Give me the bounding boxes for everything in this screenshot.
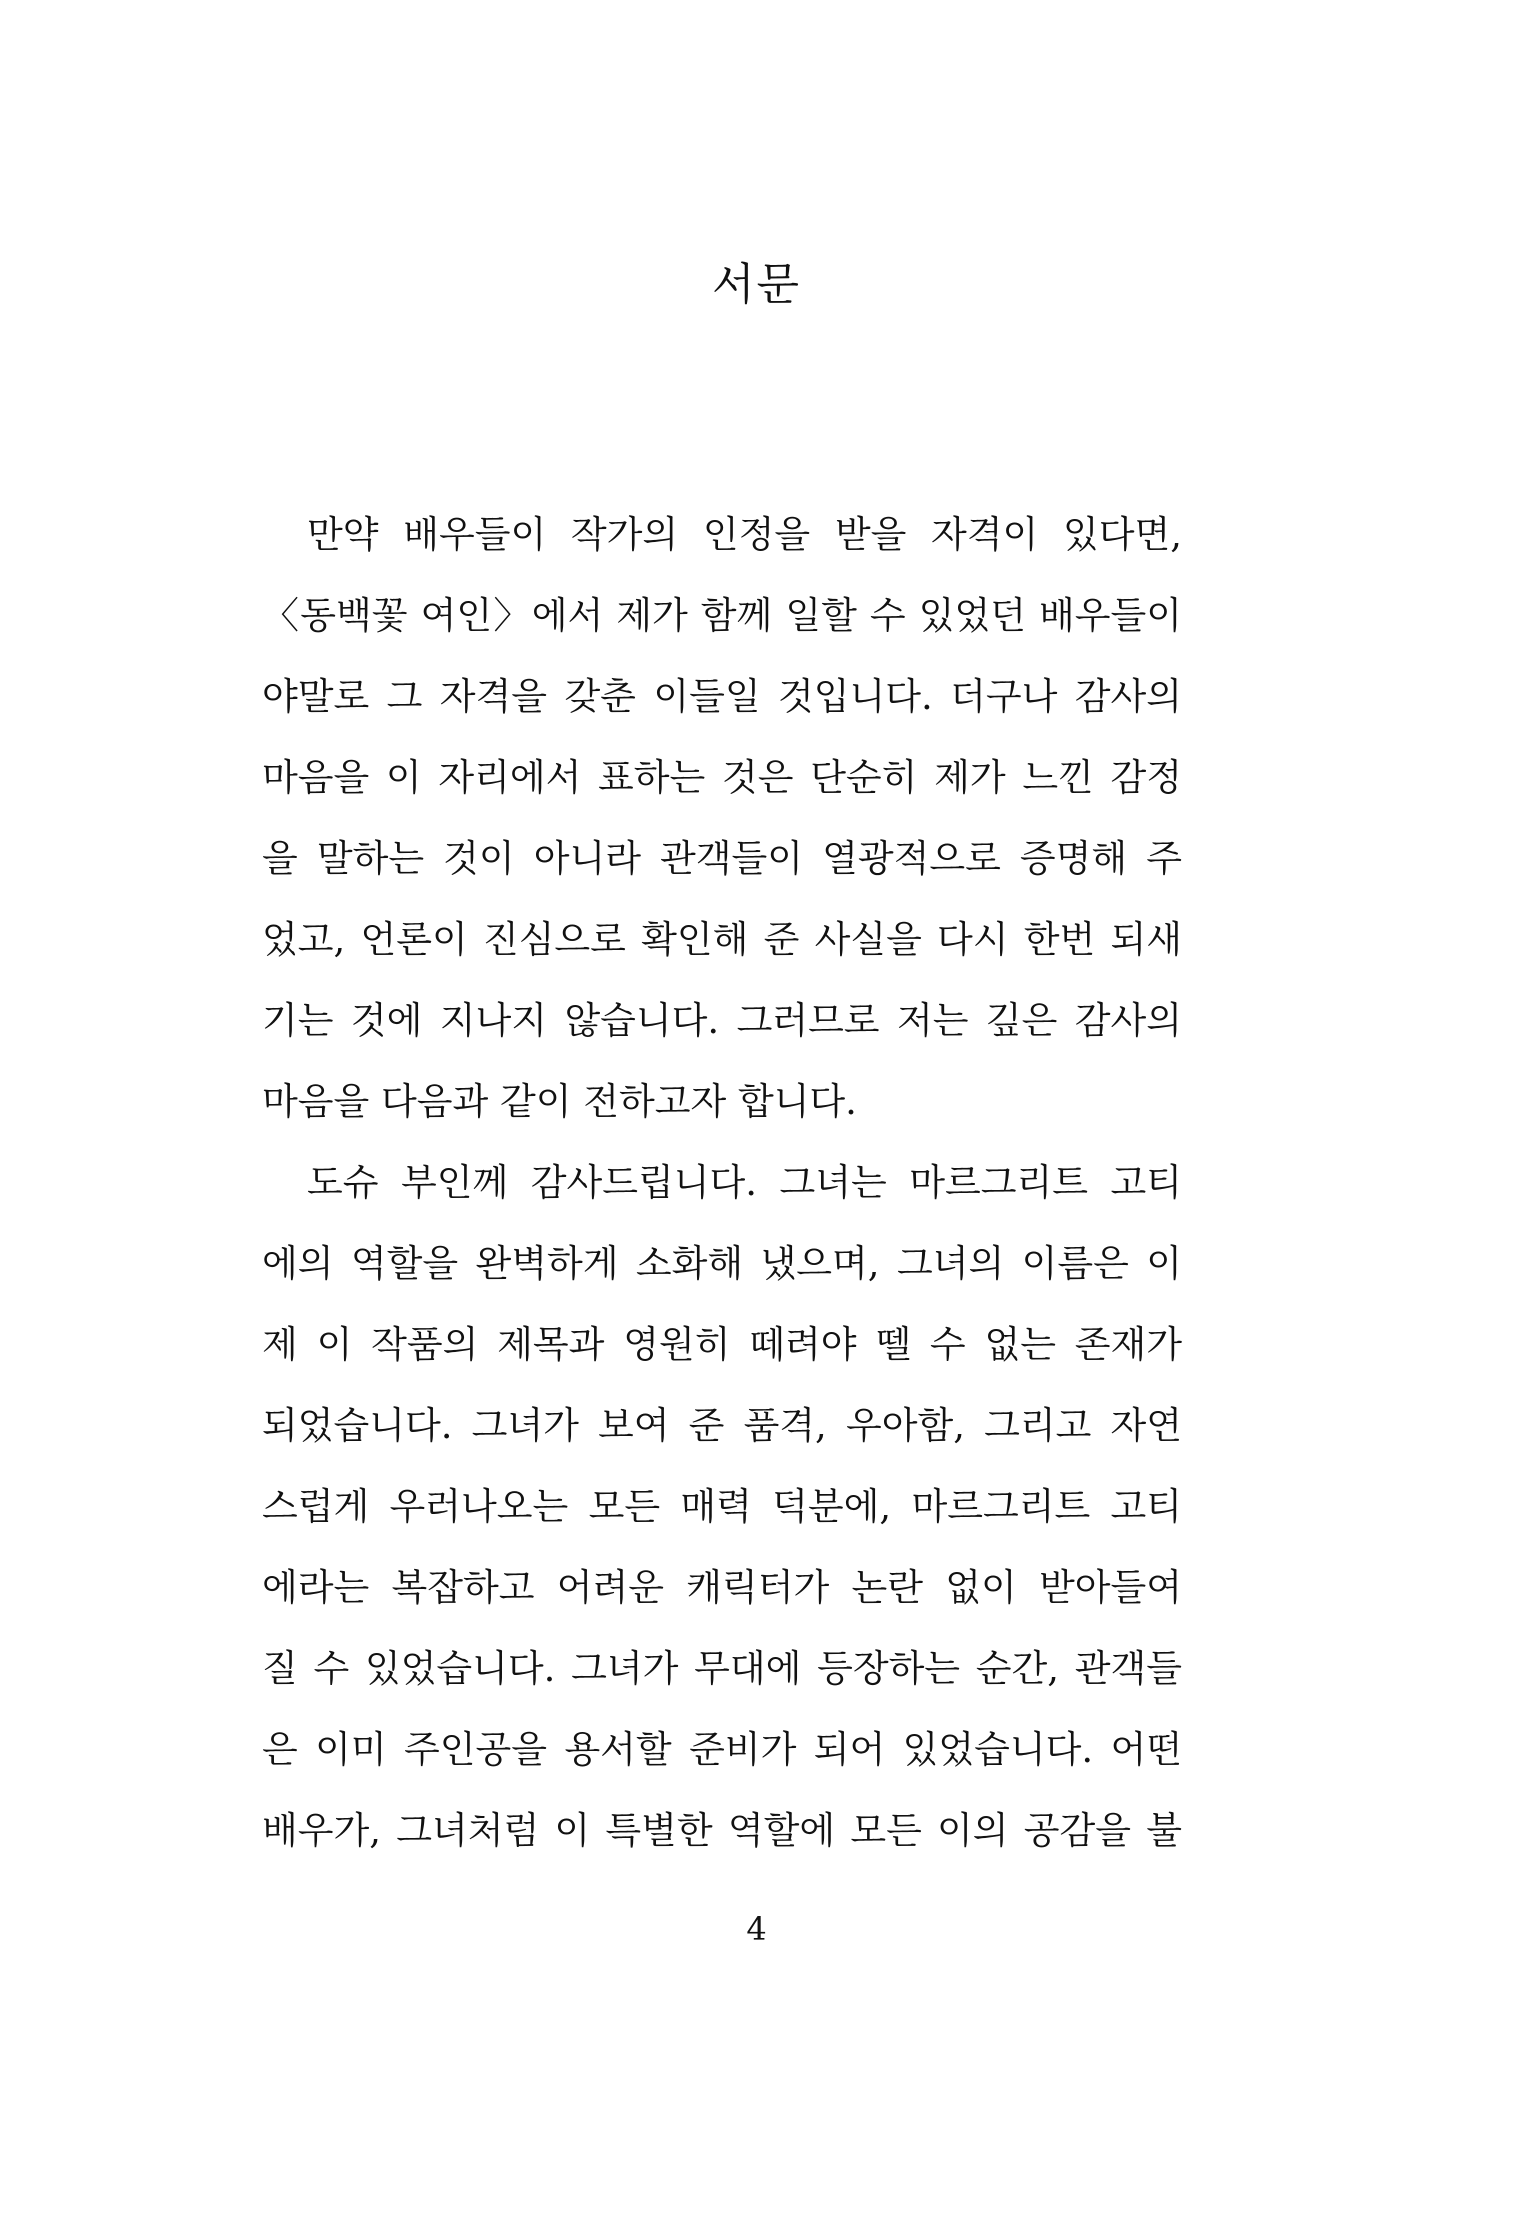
text-line: 은 이미 주인공을 용서할 준비가 되어 있었습니다. 어떤 — [262, 1728, 1182, 1771]
page-number: 4 — [746, 1910, 767, 1948]
text-line: 기는 것에 지나지 않습니다. 그러므로 저는 깊은 감사의 — [262, 999, 1182, 1042]
text-line: 질 수 있었습니다. 그녀가 무대에 등장하는 순간, 관객들 — [262, 1647, 1182, 1690]
text-line: 제 이 작품의 제목과 영원히 떼려야 뗄 수 없는 존재가 — [262, 1323, 1182, 1366]
text-line: 도슈 부인께 감사드립니다. 그녀는 마르그리트 고티 — [307, 1161, 1182, 1204]
page-title: 서문 — [711, 259, 801, 310]
text-line: 에라는 복잡하고 어려운 캐릭터가 논란 없이 받아들여 — [262, 1566, 1182, 1609]
text-line: 었고, 언론이 진심으로 확인해 준 사실을 다시 한번 되새 — [262, 918, 1182, 961]
paragraph-1 — [262, 494, 1182, 1142]
paragraph-2 — [262, 1142, 1182, 1871]
text-line: 〈동백꽃 여인〉에서 제가 함께 일할 수 있었던 배우들이 — [262, 594, 1182, 637]
text-line: 스럽게 우러나오는 모든 매력 덕분에, 마르그리트 고티 — [262, 1485, 1182, 1528]
text-line: 야말로 그 자격을 갖춘 이들일 것입니다. 더구나 감사의 — [262, 675, 1182, 718]
text-line: 에의 역할을 완벽하게 소화해 냈으며, 그녀의 이름은 이 — [262, 1242, 1182, 1285]
text-line: 배우가, 그녀처럼 이 특별한 역할에 모든 이의 공감을 불 — [262, 1809, 1182, 1852]
text-line: 만약 배우들이 작가의 인정을 받을 자격이 있다면, — [307, 513, 1182, 556]
text-line: 마음을 다음과 같이 전하고자 합니다. — [262, 1080, 857, 1123]
text-line: 마음을 이 자리에서 표하는 것은 단순히 제가 느낀 감정 — [262, 756, 1182, 799]
text-line: 되었습니다. 그녀가 보여 준 품격, 우아함, 그리고 자연 — [262, 1404, 1182, 1447]
body-text — [262, 494, 1182, 1871]
text-line: 을 말하는 것이 아니라 관객들이 열광적으로 증명해 주 — [262, 837, 1182, 880]
